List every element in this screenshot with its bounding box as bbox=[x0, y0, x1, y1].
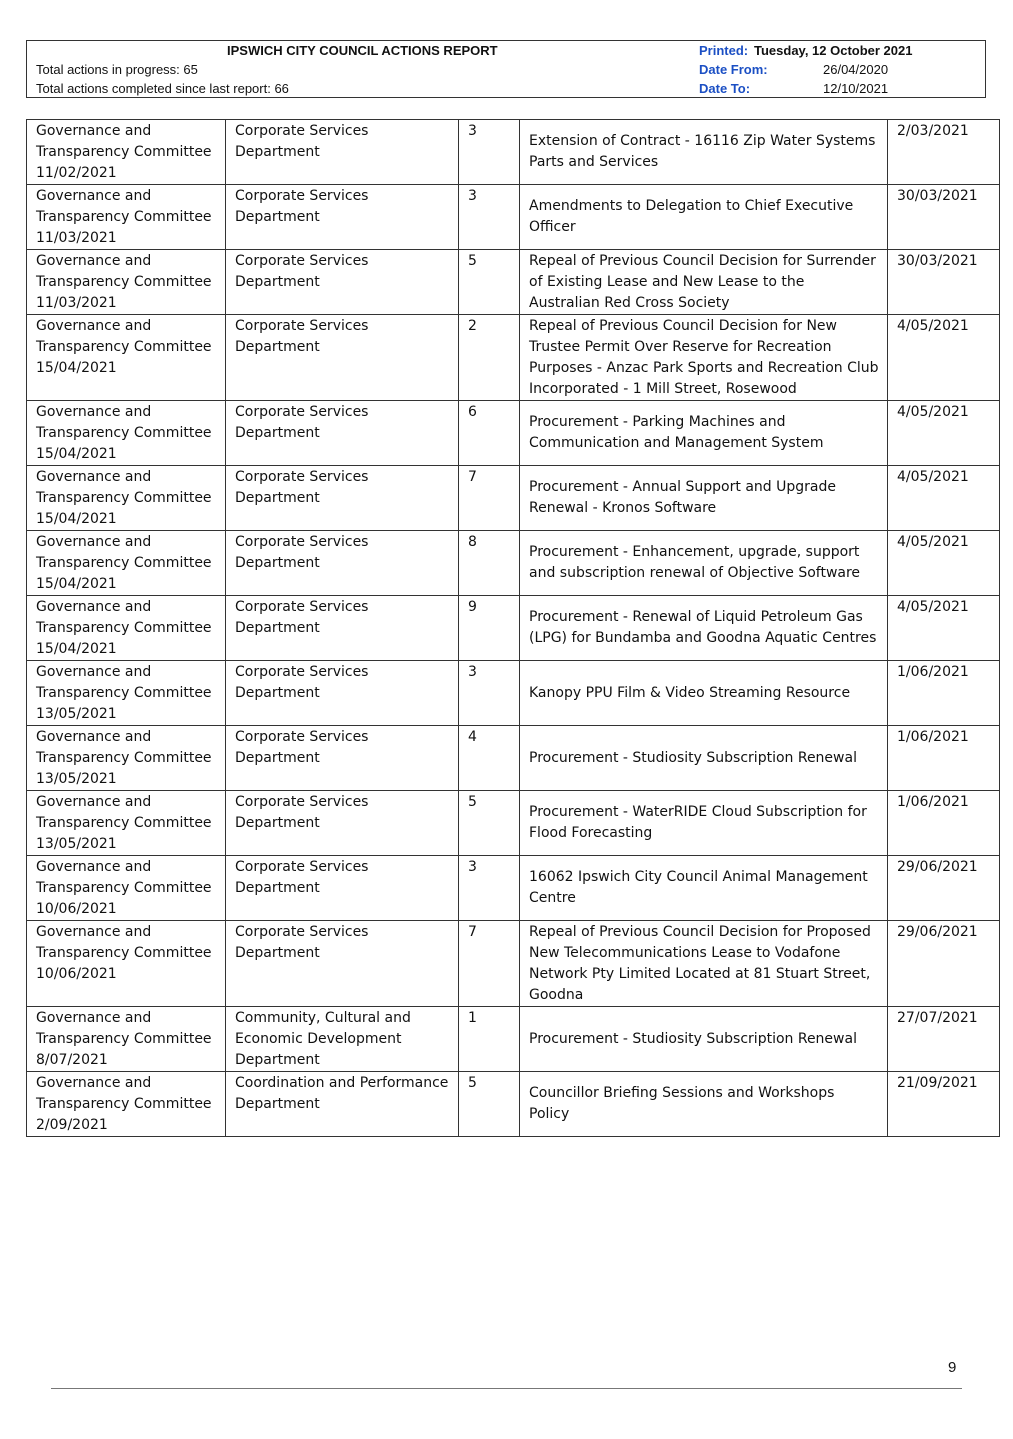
department-cell: Corporate Services Department bbox=[226, 596, 459, 661]
action-cell: Procurement - Studiosity Subscription Renewal bbox=[520, 1007, 888, 1072]
action-cell: Procurement - Annual Support and Upgrade Renewal - Kronos Software bbox=[520, 466, 888, 531]
due-date-cell: 1/06/2021 bbox=[888, 726, 1000, 791]
action-cell: Councillor Briefing Sessions and Workshops Policy bbox=[520, 1072, 888, 1137]
table-row bbox=[27, 1007, 1000, 1072]
committee-cell: Governance and Transparency Committee 13/05/2021 bbox=[27, 661, 226, 726]
date-from-label: Date From: bbox=[699, 62, 768, 77]
committee-cell: Governance and Transparency Committee 11/02/2021 bbox=[27, 120, 226, 185]
item-number-cell: 5 bbox=[459, 791, 520, 856]
item-number-cell: 3 bbox=[459, 856, 520, 921]
table-row bbox=[27, 856, 1000, 921]
due-date-cell: 29/06/2021 bbox=[888, 856, 1000, 921]
action-cell: Procurement - Renewal of Liquid Petroleum Gas (LPG) for Bundamba and Goodna Aquatic Centres bbox=[520, 596, 888, 661]
action-cell: Kanopy PPU Film & Video Streaming Resource bbox=[520, 661, 888, 726]
action-cell: Repeal of Previous Council Decision for New Trustee Permit Over Reserve for Recreation Purposes - Anzac Park Sports and Recreation Club Incorporated - 1 Mill Street, Rosewood bbox=[520, 315, 888, 401]
due-date-cell: 2/03/2021 bbox=[888, 120, 1000, 185]
item-number-cell: 4 bbox=[459, 726, 520, 791]
committee-cell: Governance and Transparency Committee 10/06/2021 bbox=[27, 921, 226, 1007]
department-cell: Corporate Services Department bbox=[226, 791, 459, 856]
table-row bbox=[27, 185, 1000, 250]
committee-cell: Governance and Transparency Committee 11/03/2021 bbox=[27, 250, 226, 315]
department-cell: Corporate Services Department bbox=[226, 856, 459, 921]
due-date-cell: 4/05/2021 bbox=[888, 531, 1000, 596]
item-number-cell: 3 bbox=[459, 120, 520, 185]
due-date-cell: 1/06/2021 bbox=[888, 791, 1000, 856]
table-row bbox=[27, 596, 1000, 661]
department-cell: Corporate Services Department bbox=[226, 401, 459, 466]
department-cell: Corporate Services Department bbox=[226, 315, 459, 401]
committee-cell: Governance and Transparency Committee 15/04/2021 bbox=[27, 531, 226, 596]
action-cell: Procurement - Enhancement, upgrade, support and subscription renewal of Objective Software bbox=[520, 531, 888, 596]
department-cell: Corporate Services Department bbox=[226, 661, 459, 726]
table-row bbox=[27, 726, 1000, 791]
actions-completed: Total actions completed since last report: 66 bbox=[36, 81, 289, 96]
action-cell: Extension of Contract - 16116 Zip Water Systems Parts and Services bbox=[520, 120, 888, 185]
department-cell: Community, Cultural and Economic Development Department bbox=[226, 1007, 459, 1072]
report-title: IPSWICH CITY COUNCIL ACTIONS REPORT bbox=[227, 43, 498, 58]
department-cell: Corporate Services Department bbox=[226, 120, 459, 185]
due-date-cell: 27/07/2021 bbox=[888, 1007, 1000, 1072]
due-date-cell: 29/06/2021 bbox=[888, 921, 1000, 1007]
committee-cell: Governance and Transparency Committee 15/04/2021 bbox=[27, 401, 226, 466]
item-number-cell: 2 bbox=[459, 315, 520, 401]
table-row bbox=[27, 921, 1000, 1007]
department-cell: Corporate Services Department bbox=[226, 531, 459, 596]
action-cell: Procurement - Parking Machines and Communication and Management System bbox=[520, 401, 888, 466]
date-to-label: Date To: bbox=[699, 81, 751, 96]
printed-label: Printed: bbox=[699, 43, 749, 58]
committee-cell: Governance and Transparency Committee 11/03/2021 bbox=[27, 185, 226, 250]
item-number-cell: 5 bbox=[459, 1072, 520, 1137]
date-to-value: 12/10/2021 bbox=[823, 81, 889, 96]
actions-in-progress: Total actions in progress: 65 bbox=[36, 62, 198, 77]
table-row bbox=[27, 531, 1000, 596]
footer-divider bbox=[51, 1388, 962, 1389]
table-row bbox=[27, 120, 1000, 185]
committee-cell: Governance and Transparency Committee 15/04/2021 bbox=[27, 315, 226, 401]
committee-cell: Governance and Transparency Committee 15/04/2021 bbox=[27, 466, 226, 531]
due-date-cell: 21/09/2021 bbox=[888, 1072, 1000, 1137]
item-number-cell: 8 bbox=[459, 531, 520, 596]
due-date-cell: 1/06/2021 bbox=[888, 661, 1000, 726]
committee-cell: Governance and Transparency Committee 13/05/2021 bbox=[27, 726, 226, 791]
action-cell: Repeal of Previous Council Decision for Proposed New Telecommunications Lease to Vodafone Network Pty Limited Located at 81 Stuart Street, Goodna bbox=[520, 921, 888, 1007]
due-date-cell: 30/03/2021 bbox=[888, 185, 1000, 250]
printed-value: Tuesday, 12 October 2021 bbox=[754, 43, 913, 58]
committee-cell: Governance and Transparency Committee 13/05/2021 bbox=[27, 791, 226, 856]
action-cell: Repeal of Previous Council Decision for Surrender of Existing Lease and New Lease to the Australian Red Cross Society bbox=[520, 250, 888, 315]
due-date-cell: 30/03/2021 bbox=[888, 250, 1000, 315]
due-date-cell: 4/05/2021 bbox=[888, 315, 1000, 401]
item-number-cell: 9 bbox=[459, 596, 520, 661]
action-cell: Procurement - Studiosity Subscription Renewal bbox=[520, 726, 888, 791]
item-number-cell: 3 bbox=[459, 661, 520, 726]
date-from-value: 26/04/2020 bbox=[823, 62, 889, 77]
item-number-cell: 7 bbox=[459, 921, 520, 1007]
item-number-cell: 3 bbox=[459, 185, 520, 250]
department-cell: Corporate Services Department bbox=[226, 250, 459, 315]
department-cell: Corporate Services Department bbox=[226, 726, 459, 791]
item-number-cell: 1 bbox=[459, 1007, 520, 1072]
committee-cell: Governance and Transparency Committee 10/06/2021 bbox=[27, 856, 226, 921]
department-cell: Corporate Services Department bbox=[226, 921, 459, 1007]
due-date-cell: 4/05/2021 bbox=[888, 401, 1000, 466]
table-row bbox=[27, 1072, 1000, 1137]
table-row bbox=[27, 466, 1000, 531]
table-row bbox=[27, 315, 1000, 401]
table-row bbox=[27, 791, 1000, 856]
table-row bbox=[27, 401, 1000, 466]
item-number-cell: 7 bbox=[459, 466, 520, 531]
action-cell: 16062 Ipswich City Council Animal Management Centre bbox=[520, 856, 888, 921]
item-number-cell: 5 bbox=[459, 250, 520, 315]
department-cell: Corporate Services Department bbox=[226, 185, 459, 250]
actions-table-body bbox=[27, 120, 1000, 1137]
action-cell: Amendments to Delegation to Chief Executive Officer bbox=[520, 185, 888, 250]
committee-cell: Governance and Transparency Committee 2/09/2021 bbox=[27, 1072, 226, 1137]
department-cell: Coordination and Performance Department bbox=[226, 1072, 459, 1137]
due-date-cell: 4/05/2021 bbox=[888, 596, 1000, 661]
table-row bbox=[27, 661, 1000, 726]
due-date-cell: 4/05/2021 bbox=[888, 466, 1000, 531]
item-number-cell: 6 bbox=[459, 401, 520, 466]
committee-cell: Governance and Transparency Committee 15/04/2021 bbox=[27, 596, 226, 661]
table-row bbox=[27, 250, 1000, 315]
committee-cell: Governance and Transparency Committee 8/07/2021 bbox=[27, 1007, 226, 1072]
report-header bbox=[26, 40, 986, 98]
action-cell: Procurement - WaterRIDE Cloud Subscription for Flood Forecasting bbox=[520, 791, 888, 856]
page-number: 9 bbox=[948, 1359, 957, 1376]
department-cell: Corporate Services Department bbox=[226, 466, 459, 531]
actions-table bbox=[26, 119, 1000, 1137]
